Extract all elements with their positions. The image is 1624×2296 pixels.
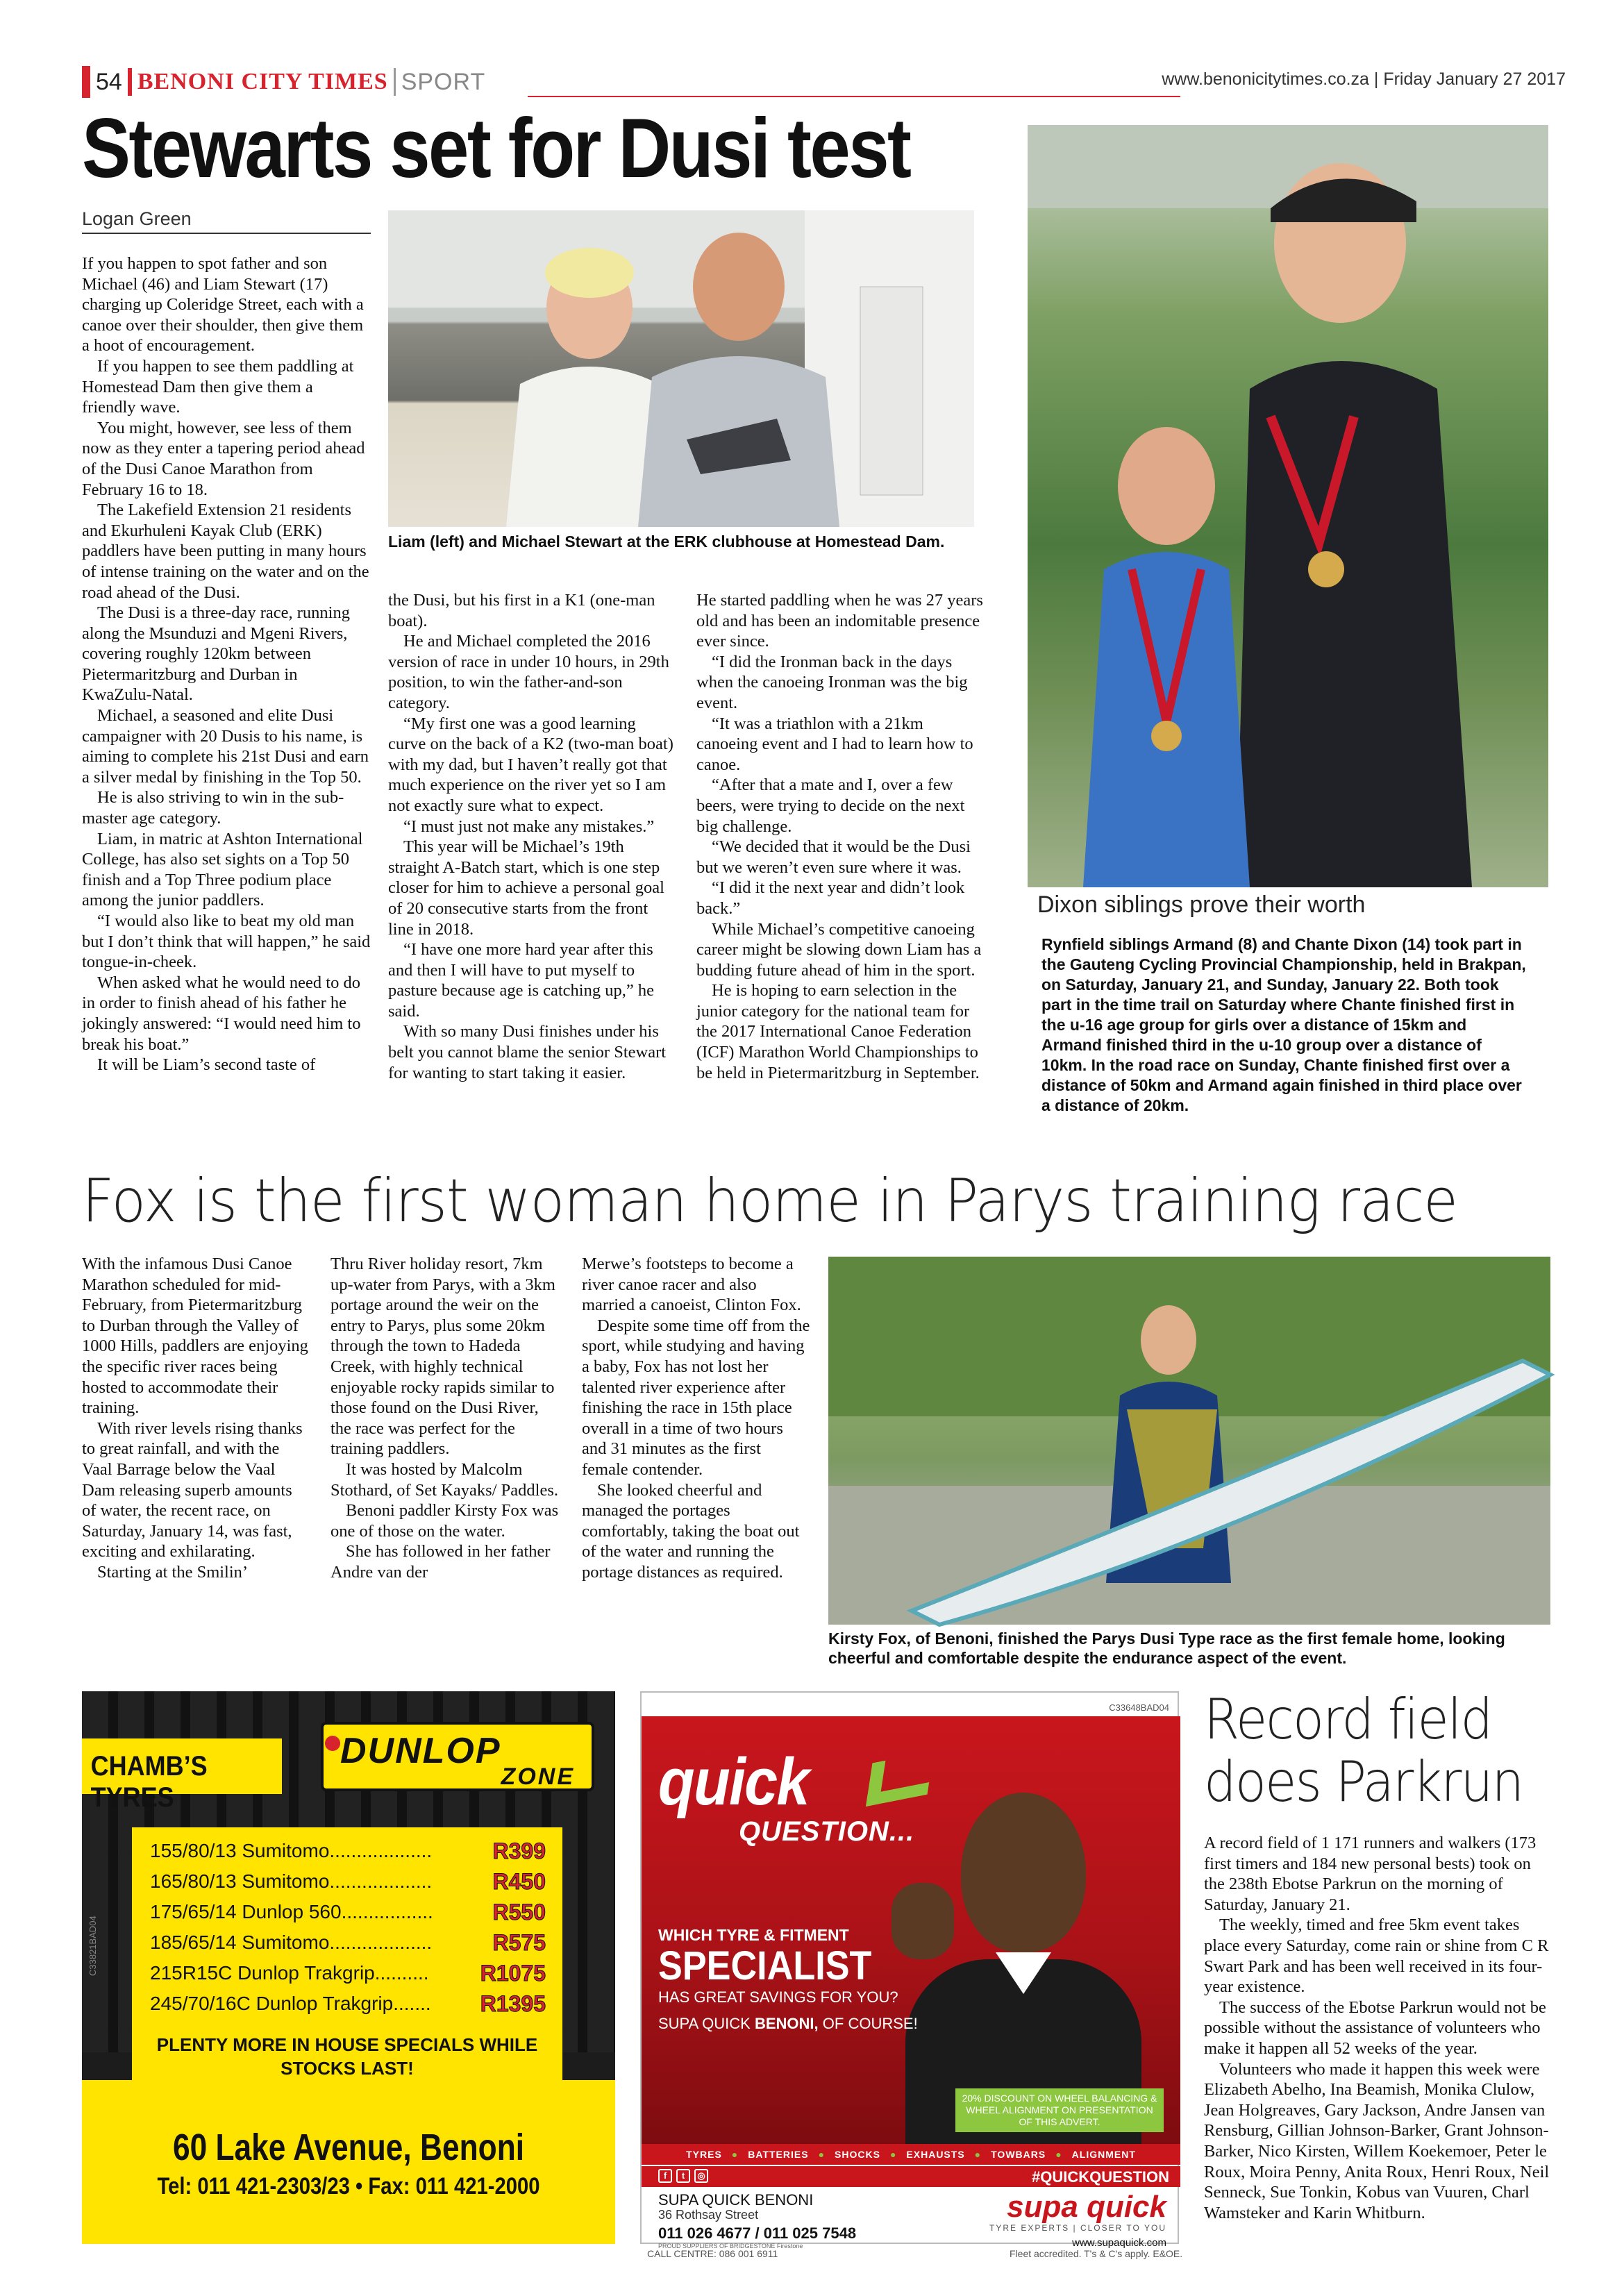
paragraph: “I did the Ironman back in the days when the canoeing Ironman was the big event. [696, 652, 968, 712]
tyre-price: R550 [492, 1899, 546, 1925]
paragraph: “After that a mate and I, over a few beers, were trying to decide on the next big challenge. [696, 776, 965, 836]
paragraph: Benoni paddler Kirsty Fox was one of those on the water. [330, 1501, 559, 1541]
paragraph: “It was a triathlon with a 21km canoeing event and I had to learn how to canoe. [696, 714, 973, 774]
photo-stewarts-illustration [388, 210, 974, 527]
price-row [150, 1988, 546, 2019]
fox-photo-caption: Kirsty Fox, of Benoni, finished the Parys Dusi Type race as the first female home, looking cheerful and comfortable despite the endurance aspect of the event. [828, 1629, 1505, 1667]
price-row [150, 1836, 546, 1866]
paragraph: Volunteers who made it happen this week were Elizabeth Abelho, Ina Beamish, Monika Clulow, Jean Holgreaves, Gary Jackson, Andre Jansen van Rensburg, Gillian Johnson-Barker, Grant Johnson-Barker, Nico Kirsten, Willem Koekemoer, Peter le Roux, Moira Penny, Anita Roux, Henri Roux, Neil Senneck, Sue Tonkin, Kobus van Vuuren, Charl Wamsteker and Karin Whitburn. [1204, 2059, 1550, 2222]
page-number: 54 [96, 68, 122, 95]
ad-hashtag: #QUICKQUESTION [1031, 2168, 1169, 2186]
ad-savings-text: HAS GREAT SAVINGS FOR YOU? [658, 1988, 898, 2006]
ad-proud-suppliers: PROUD SUPPLIERS OF BRIDGESTONE Firestone [658, 2243, 803, 2249]
paragraph: The Dusi is a three-day race, running along the Msunduzi and Mgeni Rivers, covering roughly 120km between Pietermaritzburg and Durban in KwaZulu-Natal. [82, 603, 350, 705]
paragraph: With river levels rising thanks to great rainfall, and with the Vaal Barrage below the Vaal Dam releasing superb amounts of water, the recent race, on Saturday, January 14, was fast, exciting and exhilarating. [82, 1418, 303, 1561]
paragraph: He started paddling when he was 27 years old and has been an indomitable presence ever since. [696, 591, 983, 651]
ok-hand-icon [891, 1883, 954, 1959]
bullet-icon: ● [818, 2149, 826, 2160]
question-wordmark: QUESTION... [739, 1816, 915, 1847]
paragraph: “I must just not make any mistakes.” [403, 816, 655, 836]
tyre-price: R575 [492, 1929, 546, 1955]
social-icons [658, 2169, 708, 2183]
masthead-website-date: www.benonicitytimes.co.za | Friday January 27 2017 [1162, 69, 1566, 89]
photo-dixon-illustration [1028, 125, 1548, 887]
paragraph: He and Michael completed the 2016 version of race in under 10 hours, in 29th position, to win the father-and-son category. [388, 632, 669, 712]
fox-column-2 [330, 1254, 560, 1583]
tyre-price: R399 [492, 1838, 546, 1863]
ad-supa-quick[interactable] [640, 1691, 1179, 2249]
paragraph: If you happen to see them paddling at Homestead Dam then give them a friendly wave. [82, 356, 354, 417]
price-row [150, 1958, 546, 1988]
paragraph: She has followed in her father Andre van der [330, 1542, 551, 1582]
dunlop-flying-d-icon [325, 1736, 340, 1751]
paragraph: This year will be Michael’s 19th straight A-Batch start, which is one step closer for him to achieve a personal goal of 20 consecutive starts from the front line in 2018. [388, 837, 664, 939]
dixon-caption: Rynfield siblings Armand (8) and Chante Dixon (14) took part in the Gauteng Cycling Provincial Championship, held in Brakpan, on Saturday, January 21, and Sunday, January 22. Both took part in the time trail on Saturday where Chante finished first in the u-16 age group for girls over a distance of 15km and Armand finished third in the u-10 group over a distance of 10km. In the road race on Sunday, Chante finished first over a distance of 50km and Armand again finished in third place over a distance of 20km. [1041, 935, 1526, 1114]
paragraph: Merwe’s footsteps to become a river canoe racer and also married a canoeist, Clinton Fox. [582, 1255, 801, 1315]
price-row [150, 1866, 546, 1897]
paragraph: He is hoping to earn selection in the junior category for the national team for the 2017 International Canoe Federation (ICF) Marathon World Championships to be held in Pietermaritzburg in September. [696, 981, 980, 1082]
paragraph: Thru River holiday resort, 7km up-water from Parys, with a 3km portage around the weir on the entry to Parys, plus some 20km through the town to Hadeda Creek, with highly technical enjoyable rocky rapids similar to those found on the Dusi River, the race was perfect for the training paddlers. [330, 1255, 555, 1459]
ad-address: 60 Lake Avenue, Benoni [172, 2127, 525, 2168]
twitter-icon[interactable]: t [676, 2169, 690, 2183]
service-item: TYRES [686, 2149, 722, 2160]
photo-kirsty-fox [828, 1257, 1550, 1625]
masthead [96, 67, 485, 97]
ad-street: 36 Rothsay Street [658, 2208, 759, 2222]
tyre-price: R1395 [480, 1991, 546, 2016]
paragraph: You might, however, see less of them now as they enter a tapering period ahead of the Dusi Canoe Marathon from February 16 to 18. [82, 418, 365, 499]
paragraph: “I would also like to beat my old man but I don’t think that will happen,” he said tongue-in-cheek. [82, 912, 371, 972]
headline-parkrun: Record field does Parkrun [1204, 1687, 1523, 1814]
tyre-description: 175/65/14 Dunlop 560................. [150, 1901, 433, 1922]
stewarts-column-3 [696, 590, 985, 1083]
newspaper-name: BENONI CITY TIMES [137, 69, 388, 94]
paragraph: Michael, a seasoned and elite Dusi campaigner with 20 Dusis to his name, is aiming to complete his 21st Dusi and earn a silver medal by finishing in the Top 50. [82, 706, 369, 787]
paragraph: Starting at the Smilin’ [97, 1562, 249, 1582]
ad-hero-panel [642, 1716, 1180, 2144]
byline: Logan Green [82, 208, 371, 234]
tyre-price: R450 [492, 1868, 546, 1894]
ad-website-link[interactable]: www.supaquick.com [1072, 2237, 1166, 2249]
tyre-price: R1075 [480, 1960, 546, 1986]
paragraph: He is also striving to win in the sub-master age category. [82, 788, 344, 828]
quick-wordmark: quick [658, 1745, 809, 1819]
masthead-divider [394, 68, 396, 96]
fox-column-1 [82, 1254, 308, 1583]
paragraph: It will be Liam’s second taste of [97, 1055, 316, 1075]
dunlop-wordmark: DUNLOP [340, 1731, 501, 1771]
zone-wordmark: ZONE [501, 1763, 575, 1790]
tyre-description: 215R15C Dunlop Trakgrip.......... [150, 1962, 429, 1984]
ad-call-centre: CALL CENTRE: 086 001 6911 [647, 2248, 778, 2259]
man-head [961, 1793, 1086, 1952]
tyre-description: 185/65/14 Sumitomo................... [150, 1932, 433, 1953]
tyre-description: 165/80/13 Sumitomo................... [150, 1870, 433, 1892]
service-item: SHOCKS [835, 2149, 880, 2160]
paragraph: “We decided that it would be the Dusi but we weren’t even sure where it was. [696, 837, 971, 877]
photo-stewarts [388, 210, 974, 527]
ad-branch-name: SUPA QUICK BENONI [658, 2191, 814, 2209]
masthead-divider [128, 68, 132, 96]
ad-phones: 011 026 4677 / 011 025 7548 [658, 2224, 857, 2242]
ad-specials-note: PLENTY MORE IN HOUSE SPECIALS WHILE STOCKS LAST! [156, 2034, 538, 2079]
ad-phone: Tel: 011 421-2303/23 • Fax: 011 421-2000 [157, 2173, 540, 2199]
ad-code: C33821BAD04 [87, 1916, 98, 1976]
ad-which-text: WHICH TYRE & FITMENT [658, 1926, 849, 1944]
stewarts-column-2 [388, 590, 677, 1083]
ad-address-block [82, 2080, 615, 2244]
ad-services-strip [642, 2144, 1180, 2165]
bullet-icon: ● [731, 2149, 739, 2160]
photo-fox-illustration [828, 1257, 1550, 1625]
paragraph: Liam, in matric at Ashton International College, has also set sights on a Top 50 finish and a Top Three podium place among the junior paddlers. [82, 829, 363, 910]
paragraph: The weekly, timed and free 5km event takes place every Saturday, come rain or shine from C R Swart Park and has been well received in its four-year existence. [1204, 1916, 1549, 1997]
service-item: BATTERIES [748, 2149, 809, 2160]
dunlop-zone-logo [321, 1722, 594, 1791]
ad-code: C33648BAD04 [1109, 1702, 1169, 1713]
paragraph: When asked what he would need to do in order to finish ahead of his father he jokingly answered: “I would need him to break his boat.” [82, 973, 361, 1054]
stewarts-photo-caption: Liam (left) and Michael Stewart at the ERK clubhouse at Homestead Dam. [388, 533, 945, 551]
ad-specialist-text: SPECIALIST [658, 1943, 872, 1988]
parkrun-body [1204, 1833, 1551, 2223]
dixon-title: Dixon siblings prove their worth [1028, 887, 1465, 923]
supa-quick-logo: supa quick [1007, 2190, 1166, 2224]
paragraph: With the infamous Dusi Canoe Marathon scheduled for mid-February, from Pietermaritzburg to Durban through the Valley of 1000 Hills, paddlers are enjoying the specific river races being hosted to accommodate their training. [82, 1255, 308, 1418]
tyre-description: 155/80/13 Sumitomo................... [150, 1840, 433, 1861]
photo-dixon-siblings [1028, 125, 1548, 887]
stewarts-column-1 [82, 253, 371, 1075]
paragraph: The Lakefield Extension 21 residents and Ekurhuleni Kayak Club (ERK) paddlers have been putting in many hours of intense training on the water and on the road ahead of the Dusi. [82, 501, 369, 602]
instagram-icon[interactable]: ◎ [694, 2169, 708, 2183]
paragraph: “My first one was a good learning curve on the back of a K2 (two-man boat) with my dad, but I haven’t really got that much experience on the river yet so I am not exactly sure what to expect. [388, 714, 673, 815]
headline-fox: Fox is the first woman home in Parys training race [82, 1166, 1458, 1236]
masthead-rule [528, 96, 1180, 97]
price-row [150, 1927, 546, 1958]
ad-supa-course-text: SUPA QUICK BENONI, OF COURSE! [658, 2015, 918, 2032]
bullet-icon: ● [974, 2149, 982, 2160]
tyre-description: 245/70/16C Dunlop Trakgrip....... [150, 1993, 431, 2014]
ad-chambs-tyres[interactable] [82, 1691, 615, 2244]
ad-chambs-brand: CHAMB’S TYRES [82, 1738, 282, 1794]
paragraph: Despite some time off from the sport, while studying and having a baby, Fox has not lost her talented river experience after finishing the race in 15th place overall in a time of two hours and 31 minutes as the first female contender. [582, 1316, 810, 1479]
ad-fleet-note: Fleet accredited. T's & C's apply. E&OE. [1010, 2248, 1183, 2259]
paragraph: It was hosted by Malcolm Stothard, of Set Kayaks/ Paddles. [330, 1459, 558, 1500]
bullet-icon: ● [889, 2149, 897, 2160]
paragraph: She looked cheerful and managed the portages comfortably, taking the boat out of the water and running the portage distances as required. [582, 1480, 800, 1582]
paragraph: While Michael’s competitive canoeing career might be slowing down Liam has a budding future ahead of him in the sport. [696, 919, 982, 980]
service-item: EXHAUSTS [906, 2149, 965, 2160]
masthead-red-bar [82, 66, 90, 98]
paragraph: the Dusi, but his first in a K1 (one-man boat). [388, 591, 655, 630]
paragraph: “I have one more hard year after this and then I will have to put myself to pasture because age is catching up,” he said. [388, 940, 654, 1021]
facebook-icon[interactable]: f [658, 2169, 672, 2183]
bullet-icon: ● [1055, 2149, 1062, 2160]
paragraph: If you happen to spot father and son Michael (46) and Liam Stewart (17) charging up Coleridge Street, each with a canoe over their shoulder, then give them a hoot of encouragement. [82, 254, 364, 355]
ad-discount-box: 20% DISCOUNT ON WHEEL BALANCING & WHEEL ALIGNMENT ON PRESENTATION OF THIS ADVERT. [955, 2088, 1164, 2132]
paragraph: The success of the Ebotse Parkrun would not be possible without the assistance of volunteers who make it happen all 52 weeks of the year. [1204, 1997, 1546, 2058]
ad-tagline: TYRE EXPERTS | CLOSER TO YOU [989, 2223, 1166, 2233]
paragraph: With so many Dusi finishes under his belt you cannot blame the senior Stewart for wanting to start taking it easier. [388, 1022, 667, 1082]
paragraph: “I did it the next year and didn’t look back.” [696, 878, 965, 918]
service-item: TOWBARS [991, 2149, 1046, 2160]
headline-stewarts: Stewarts set for Dusi test [82, 101, 910, 195]
paragraph: A record field of 1 171 runners and walkers (173 first timers and 184 new personal bests) took on the 238th Ebotse Parkrun on the morning of Saturday, January 21. [1204, 1834, 1537, 1914]
service-item: ALIGNMENT [1071, 2149, 1136, 2160]
fox-column-3 [582, 1254, 811, 1583]
price-row [150, 1897, 546, 1927]
section-name: SPORT [401, 68, 486, 95]
